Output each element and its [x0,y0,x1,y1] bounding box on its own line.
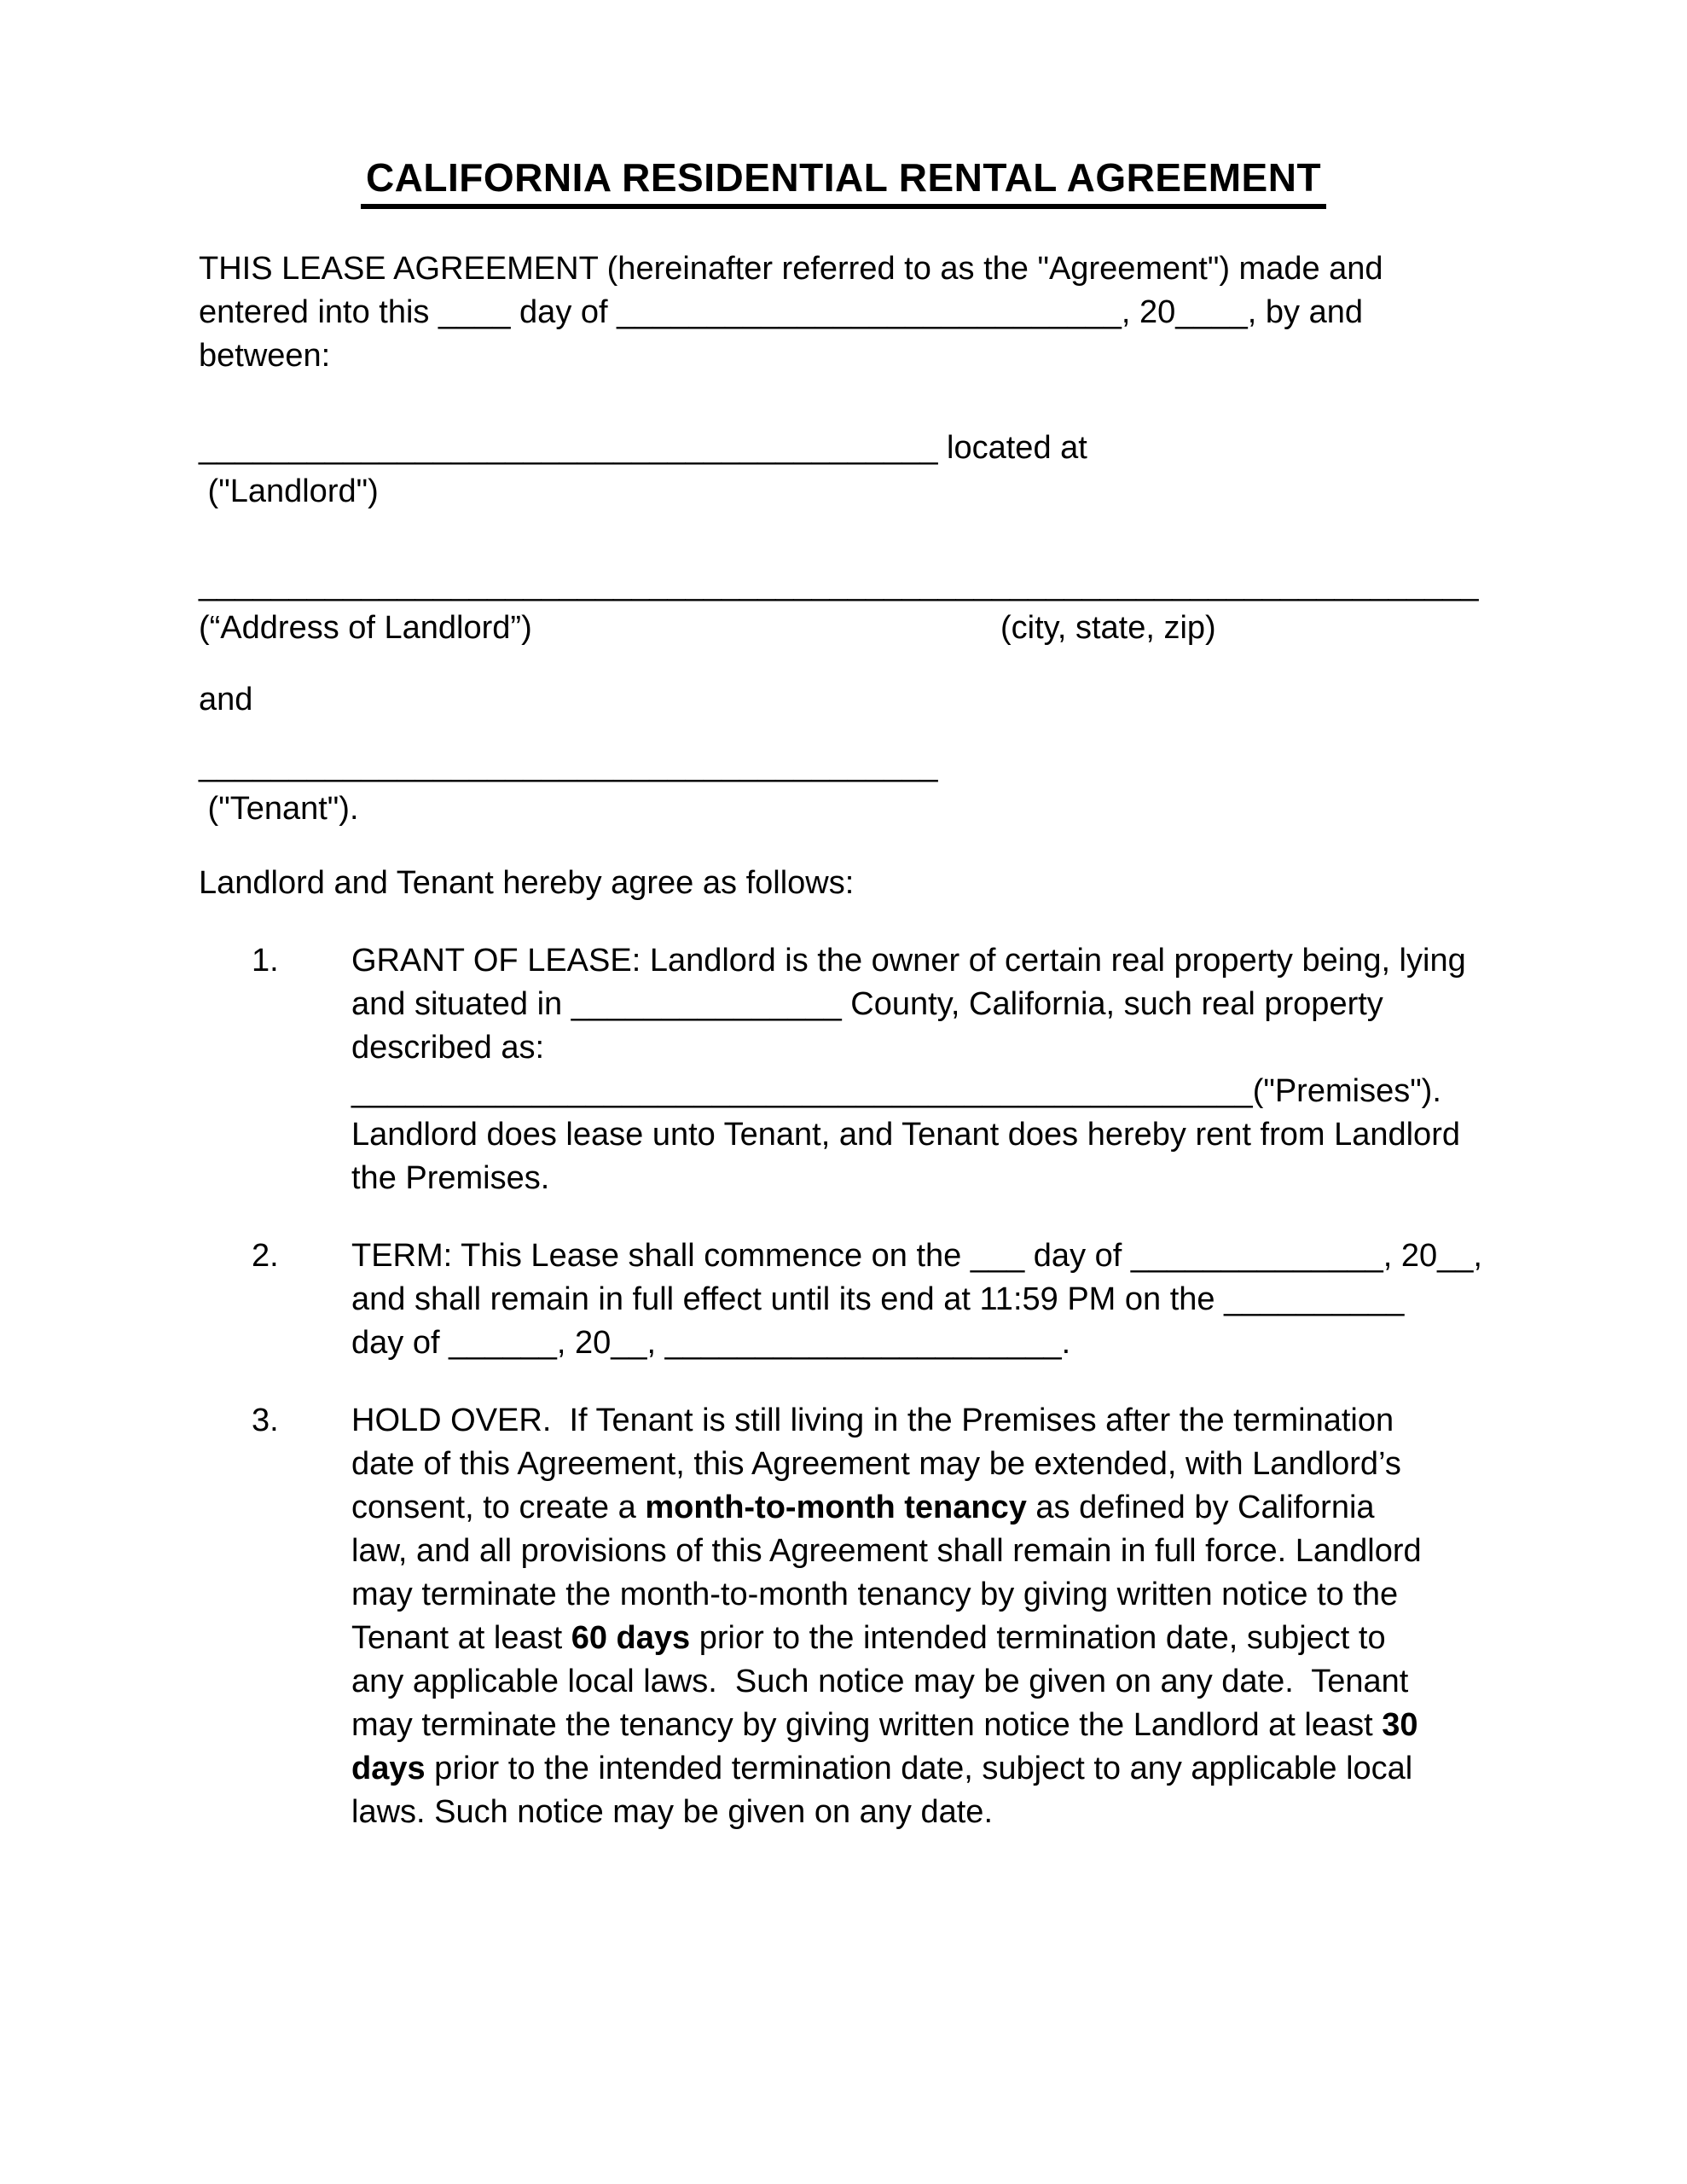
agreement-items [199,939,1488,1834]
text-segment: may terminate the tenancy by giving written notice the Landlord at least [351,1707,1383,1743]
bold-text-segment: month-to-month tenancy [645,1490,1027,1525]
landlord-address-labels [199,607,1488,650]
item-text-line: described as: [351,1030,545,1066]
intro-paragraph [199,247,1488,378]
item-text-line: any applicable local laws. Such notice may be given on any date. Tenant [351,1664,1409,1699]
document-title: CALIFORNIA RESIDENTIAL RENTAL AGREEMENT [361,155,1326,209]
bold-text-segment: 60 days [571,1620,691,1656]
item-text [351,1234,1488,1365]
item-text-line: laws. Such notice may be given on any date. [351,1794,994,1830]
item-text-line [351,1704,1488,1747]
item-text-line: and situated in _______________ County, California, such real property [351,986,1383,1022]
item-number: 3. [252,1403,279,1438]
item-text-line: TERM: This Lease shall commence on the ___ day of ______________, 20__, [351,1238,1482,1274]
item-text [351,939,1488,1200]
item-text-line: Landlord does lease unto Tenant, and Tenant does hereby rent from Landlord [351,1117,1460,1153]
bold-text-segment: 30 [1382,1707,1418,1743]
item-text-line: may terminate the month-to-month tenancy by giving written notice to the [351,1577,1399,1612]
text-segment: Tenant at least [351,1620,571,1656]
landlord-name-blank: _________________________________________ located at [199,430,1087,466]
landlord-address-blank: _______________________________________________________________________ [199,566,1479,602]
and-conjunction: and [199,682,253,717]
bold-text-segment: days [351,1751,426,1786]
text-segment: as defined by California [1026,1490,1375,1525]
intro-line-1: THIS LEASE AGREEMENT (hereinafter referred to as the "Agreement") made and [199,251,1383,287]
intro-line-2: entered into this ____ day of ____________________________, 20____, by and [199,294,1363,330]
title-container [199,0,1488,209]
address-of-landlord-label: (“Address of Landlord”) [199,610,532,646]
tenant-name-blank: _________________________________________ [199,747,938,783]
item-text-line [351,1486,1488,1530]
item-number: 2. [252,1238,279,1274]
landlord-address-section [199,563,1488,650]
agreement-intro-line: Landlord and Tenant hereby agree as follows: [199,865,855,901]
item-text-line: law, and all provisions of this Agreement shall remain in full force. Landlord [351,1533,1422,1569]
item-text-line: and shall remain in full effect until its end at 11:59 PM on the __________ [351,1281,1405,1317]
item-text-line: GRANT OF LEASE: Landlord is the owner of certain real property being, lying [351,943,1466,979]
tenant-label: ("Tenant"). [199,791,359,827]
intro-line-3: between: [199,338,331,374]
text-segment: prior to the intended termination date, subject to [690,1620,1386,1656]
item-text-line [351,1747,1488,1791]
item-text-line: day of ______, 20__, ______________________. [351,1325,1071,1361]
landlord-section [199,427,1488,514]
agreement-item-3 [199,1399,1488,1834]
item-text-line: the Premises. [351,1160,550,1196]
agreement-item-2 [199,1234,1488,1365]
tenant-section [199,744,1488,831]
item-number: 1. [252,943,279,979]
agreement-item-1 [199,939,1488,1200]
text-segment: prior to the intended termination date, subject to any applicable local [425,1751,1413,1786]
city-state-zip-label: (city, state, zip) [1000,610,1216,646]
item-text-line [351,1617,1488,1660]
item-text-line: date of this Agreement, this Agreement may be extended, with Landlord’s [351,1446,1401,1482]
item-text [351,1399,1488,1834]
item-text-line: __________________________________________________("Premises"). [351,1073,1441,1109]
item-text-line: HOLD OVER. If Tenant is still living in the Premises after the termination [351,1403,1394,1438]
text-segment: consent, to create a [351,1490,646,1525]
landlord-label: ("Landlord") [199,473,379,509]
